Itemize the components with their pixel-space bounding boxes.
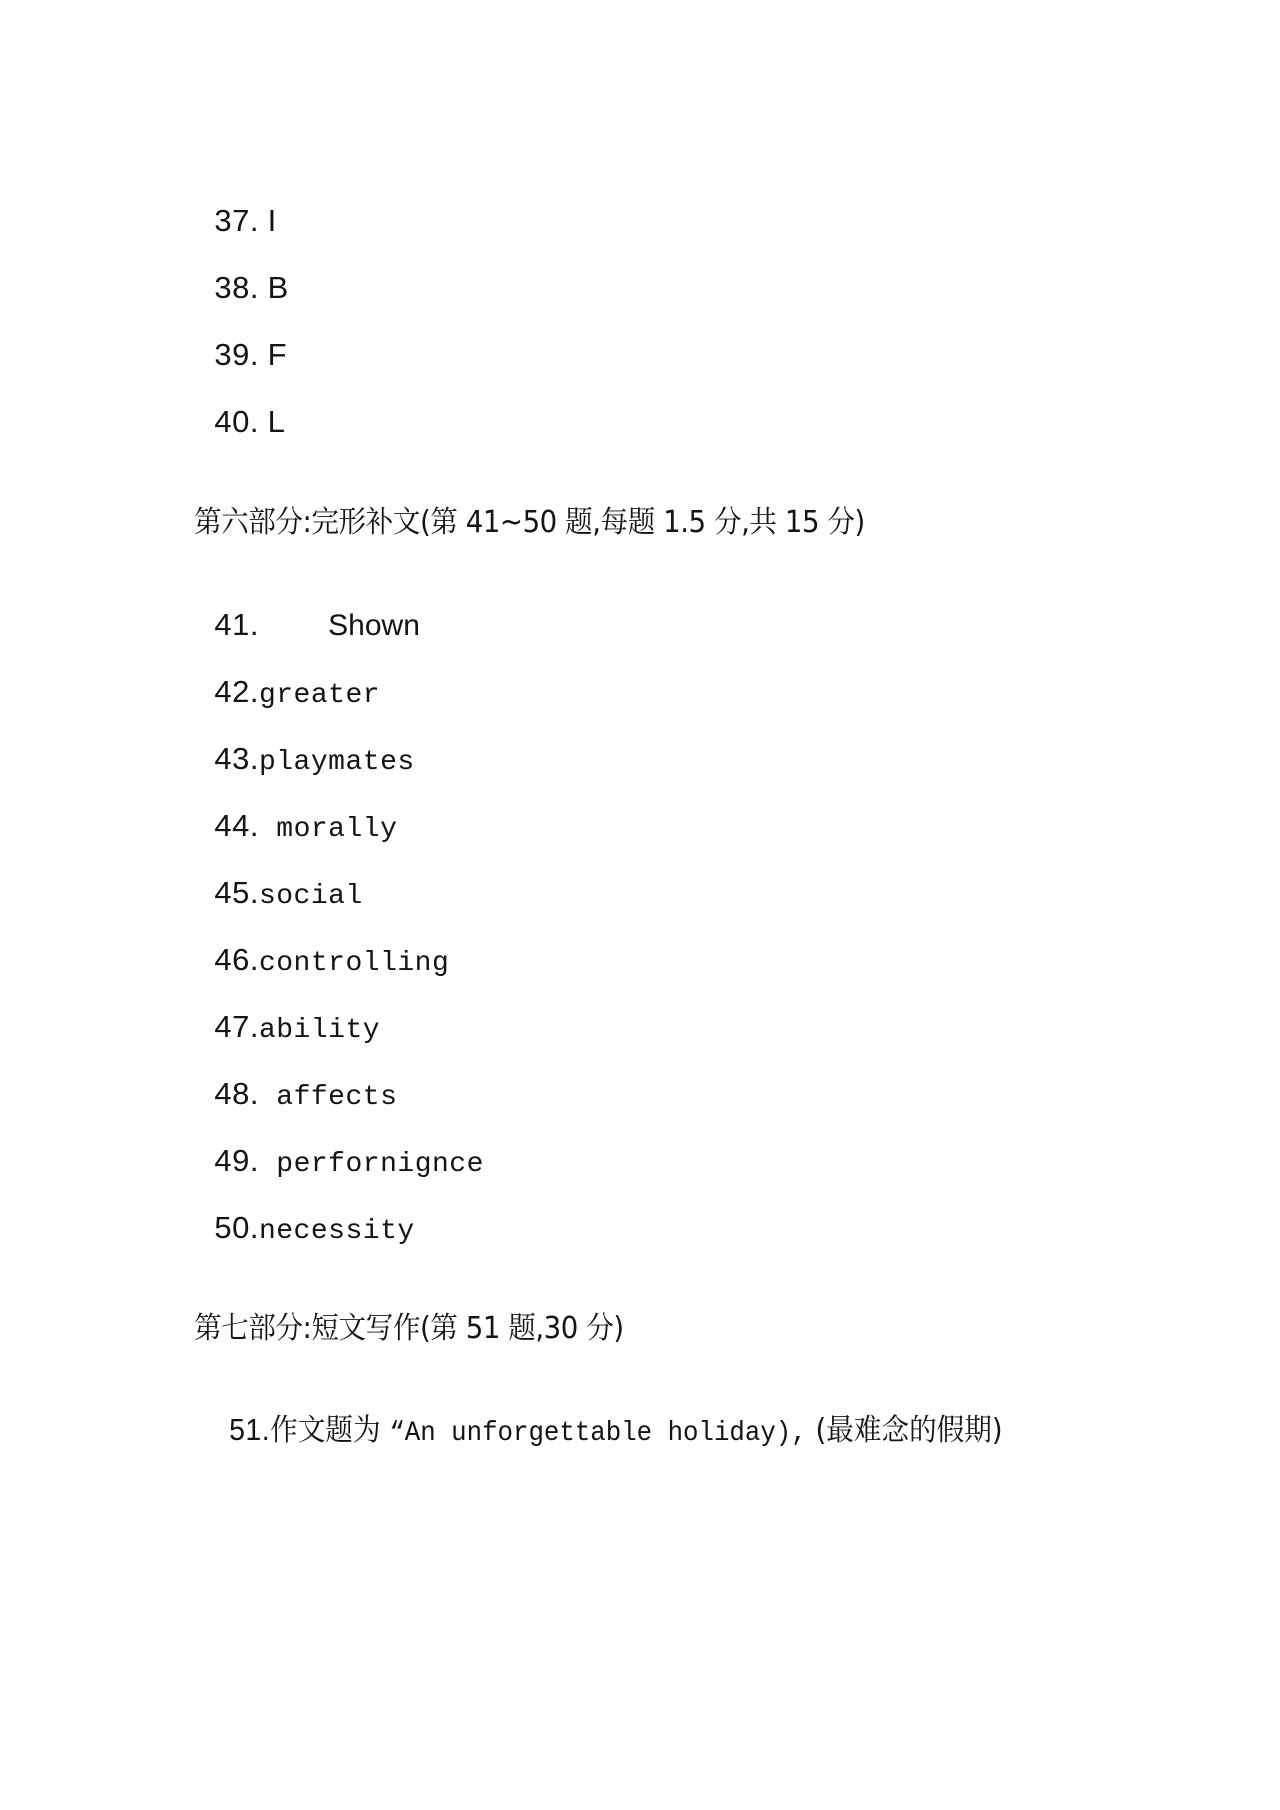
answer-text: morally [276,814,398,845]
answer-item-50 [194,1177,415,1247]
answer-item-42 [194,641,381,711]
answer-text: affects [276,1082,398,1113]
answer-item-40 [194,371,285,439]
question-number: 50. [214,1210,259,1245]
answer-item-39 [194,304,287,372]
prompt-lead: 作文题为 [270,1413,381,1448]
answer-item-49 [194,1110,484,1180]
section-heading-part7: 第七部分:短文写作(第 51 题,30 分) [194,1311,624,1346]
answer-text: B [267,270,289,305]
question-number: 47. [214,1009,259,1044]
answer-text: necessity [258,1216,415,1247]
prompt-english-title: “An unforgettable holiday), [389,1418,807,1449]
section-heading-part6: 第六部分:完形补文(第 41~50 题,每题 1.5 分,共 15 分) [194,505,865,540]
answer-text: playmates [258,747,415,778]
question-number: 46. [214,942,259,977]
question-number: 51. [229,1412,271,1447]
answer-text: L [267,404,285,439]
answer-item-43 [194,708,415,778]
question-number: 43. [214,741,259,776]
answer-item-38 [194,237,289,305]
question-number: 44. [214,808,259,843]
answer-item-37 [194,170,277,238]
question-number: 40. [214,404,259,439]
question-number: 48. [214,1076,259,1111]
question-number: 38. [214,270,259,305]
answer-text: social [258,881,363,912]
question-number: 41. [214,607,259,642]
answer-item-45 [194,842,363,912]
answer-text: perfornignce [276,1149,484,1180]
answer-text: controlling [258,948,450,979]
answer-item-41 [194,574,420,642]
answer-item-47 [194,976,381,1046]
question-number: 37. [214,203,259,238]
answer-text: I [267,203,277,238]
answer-item-46 [194,909,450,979]
question-number: 42. [214,674,259,709]
answer-text: ability [258,1015,381,1046]
writing-prompt-51 [194,1379,1003,1449]
answer-text: F [267,337,287,372]
answer-text: Shown [328,609,420,642]
answer-text: greater [258,680,381,711]
question-number: 39. [214,337,259,372]
answer-item-48 [194,1043,398,1113]
question-number: 49. [214,1143,259,1178]
question-number: 45. [214,875,259,910]
answer-item-44 [194,775,398,845]
prompt-chinese-title: (最难念的假期) [815,1413,1003,1448]
